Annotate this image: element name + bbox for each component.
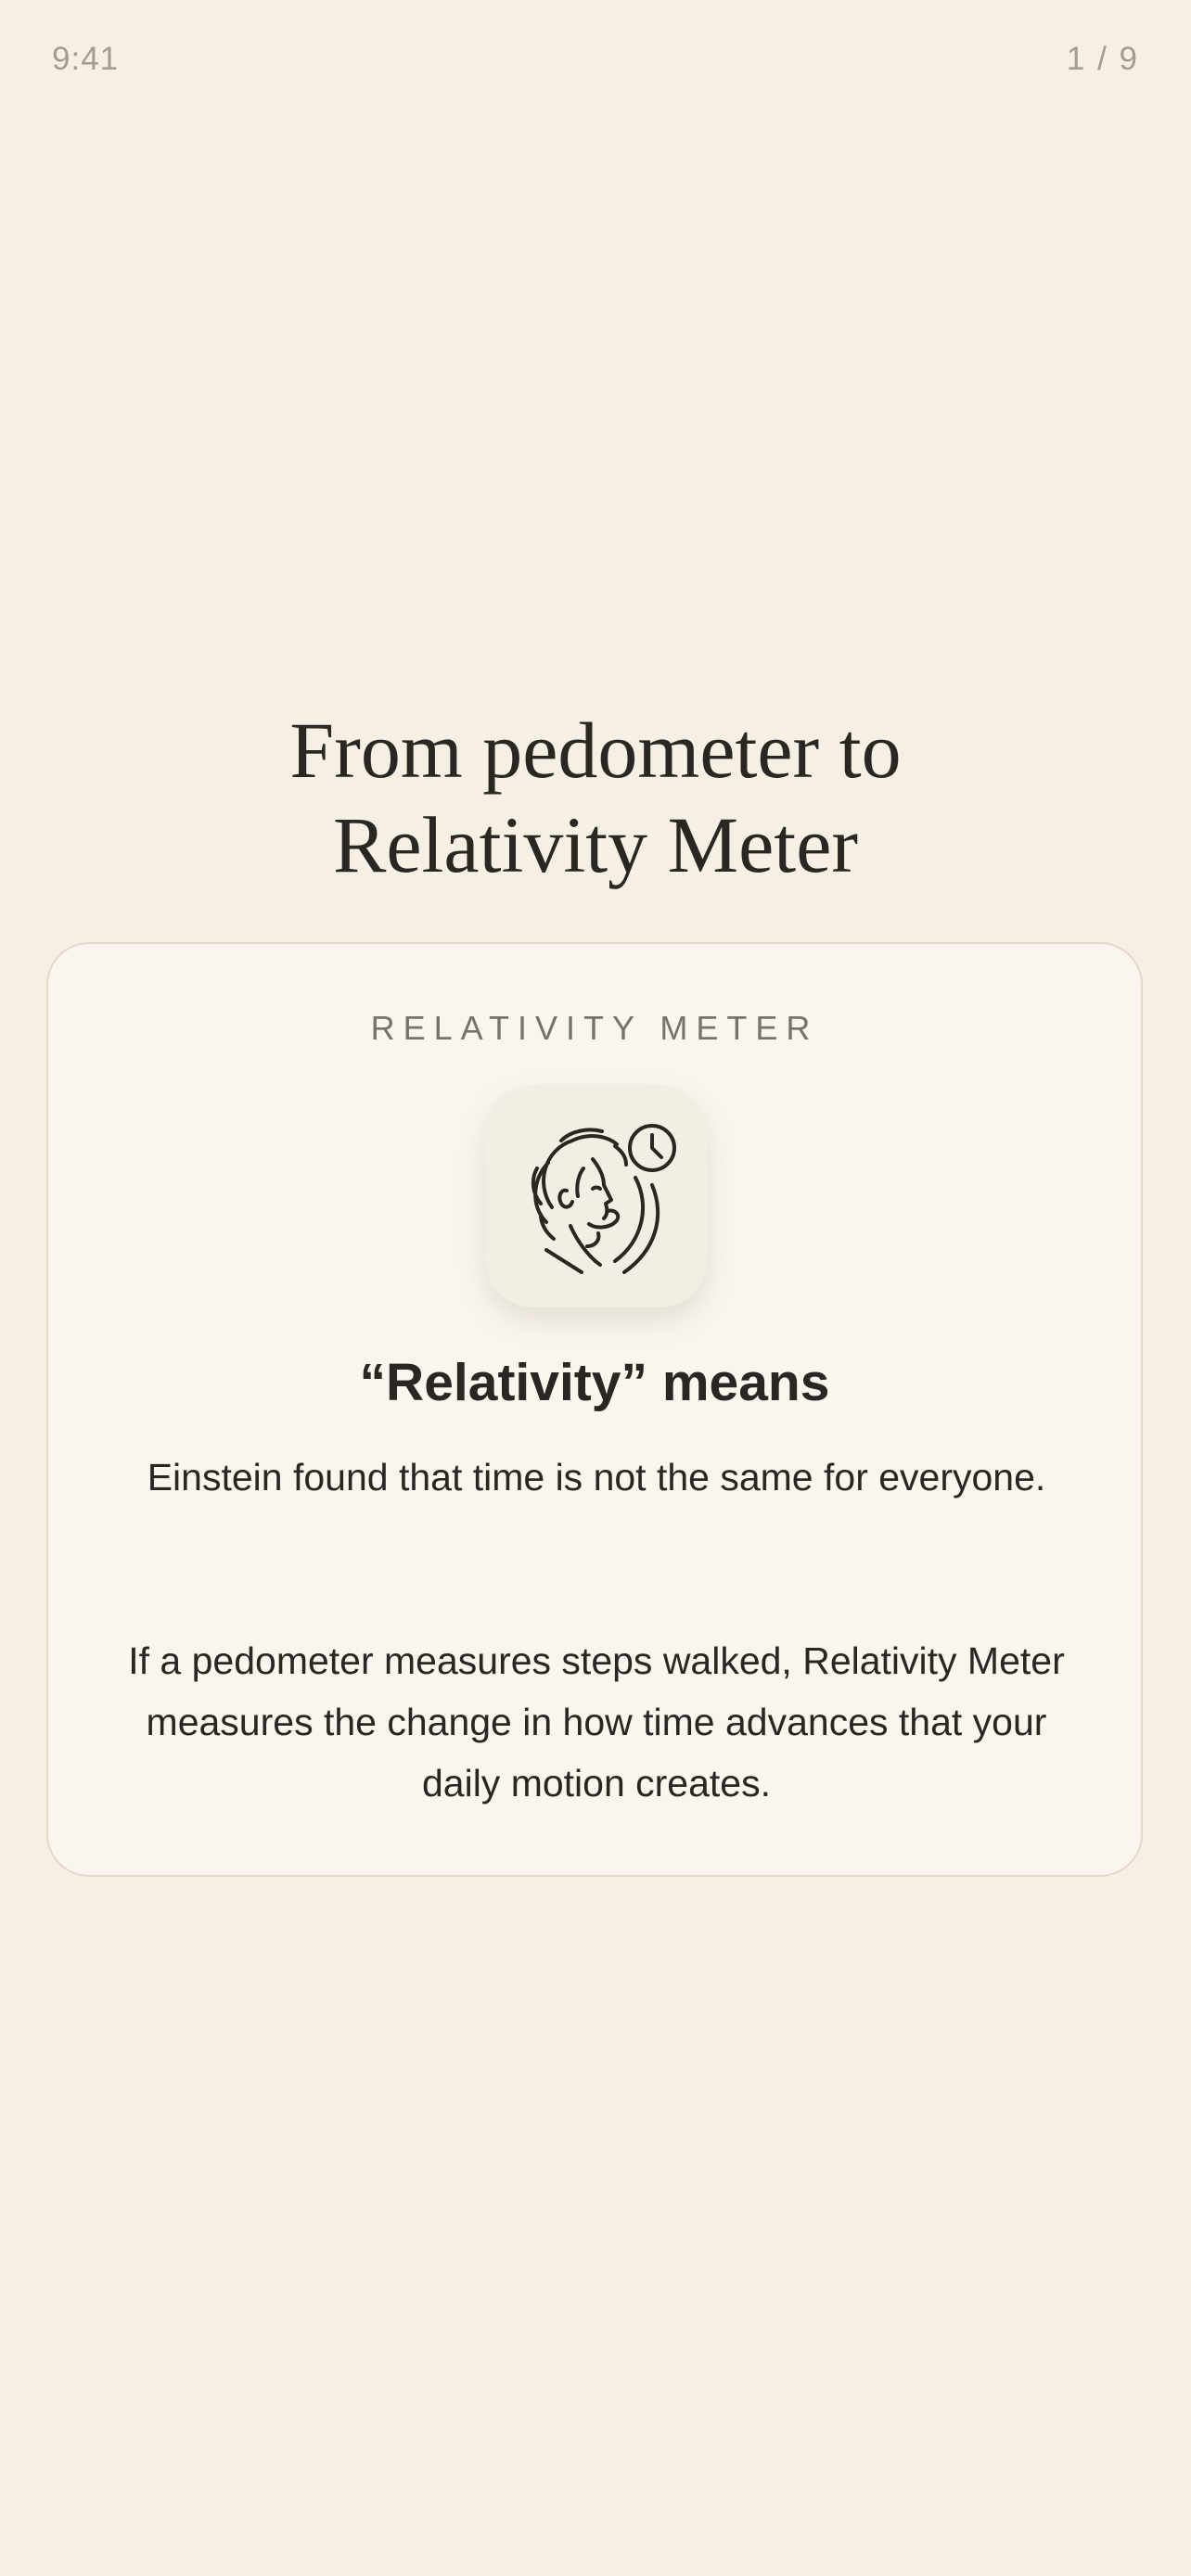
einstein-clock-icon <box>504 1103 689 1289</box>
card-paragraph-2: If a pedometer measures steps walked, Relativity Meter measures the change in how time advances that your daily motion creates. <box>128 1639 1065 1804</box>
status-time: 9:41 <box>52 41 120 77</box>
card-kicker: RELATIVITY METER <box>370 1009 819 1047</box>
info-card <box>46 942 1143 1877</box>
card-heading: “Relativity” means <box>359 1353 830 1412</box>
card-paragraph-1: Einstein found that time is not the same for everyone. <box>147 1456 1046 1498</box>
page-title-line-2: Relativity Meter <box>332 800 858 889</box>
app-icon-tile <box>485 1085 708 1307</box>
page-title <box>0 703 1191 892</box>
page-indicator: 1 / 9 <box>1066 41 1139 77</box>
page-title-line-1: From pedometer to <box>289 706 902 795</box>
